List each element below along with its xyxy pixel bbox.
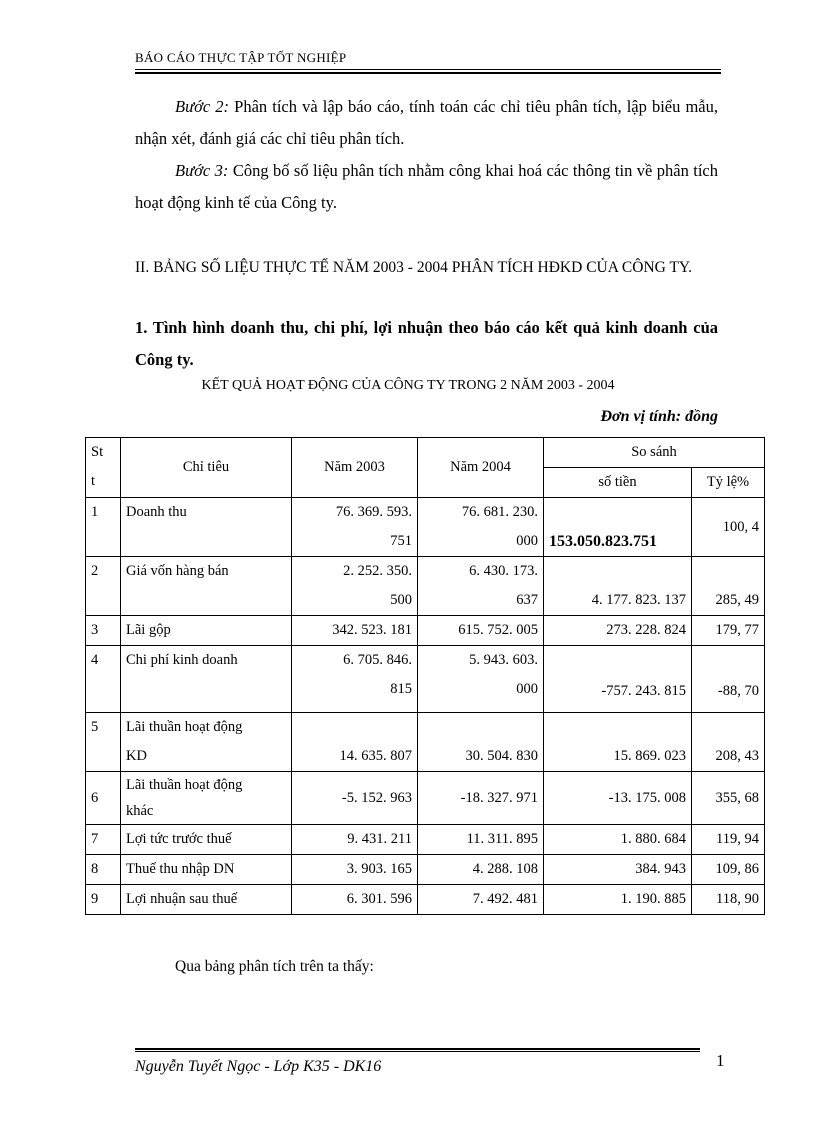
row-2003: [292, 498, 418, 557]
row-2004: 7. 492. 481: [418, 885, 544, 915]
table-row: [86, 713, 765, 772]
header-rule: [135, 69, 721, 74]
row-amount: 1. 880. 684: [544, 825, 692, 855]
results-table: [85, 437, 765, 915]
table-title: KẾT QUẢ HOẠT ĐỘNG CỦA CÔNG TY TRONG 2 NĂM 2003 - 2004: [201, 378, 615, 393]
row-indicator: Giá vốn hàng bán: [121, 557, 292, 616]
row-indicator-line2: khác: [126, 803, 154, 819]
row-indicator: Lãi gộp: [121, 616, 292, 646]
row-ratio: 118, 90: [692, 885, 765, 915]
row-indicator: Doanh thu: [121, 498, 292, 557]
row-2003: 9. 431. 211: [292, 825, 418, 855]
row-2003-part2: 500: [390, 592, 412, 608]
row-amount: 384. 943: [544, 855, 692, 885]
footer-rule: [135, 1048, 700, 1052]
row-2003-part1: 2. 252. 350.: [343, 563, 412, 579]
header-2003: Năm 2003: [292, 438, 418, 498]
header-ratio: Tỷ lệ%: [692, 468, 765, 498]
table-row: [86, 825, 765, 855]
row-ratio: 355, 68: [692, 772, 765, 825]
table-row: [86, 616, 765, 646]
row-2004-part2: 000: [516, 681, 538, 697]
row-stt: 7: [86, 825, 121, 855]
table-row: [86, 885, 765, 915]
row-2004-part2: 637: [516, 592, 538, 608]
step-3-paragraph: [135, 155, 718, 219]
row-stt: 5: [86, 713, 121, 772]
row-indicator: Lợi nhuận sau thuế: [121, 885, 292, 915]
row-2004-part2: 000: [516, 533, 538, 549]
row-indicator: Lợi tức trước thuế: [121, 825, 292, 855]
row-2004: 615. 752. 005: [418, 616, 544, 646]
row-2004-part1: 5. 943. 603.: [469, 652, 538, 668]
row-indicator: [121, 713, 292, 772]
row-2003-part1: 76. 369. 593.: [335, 504, 412, 520]
row-2003: 14. 635. 807: [292, 713, 418, 772]
header-compare: So sánh: [544, 438, 765, 468]
report-header-title: BÁO CÁO THỰC TẬP TỐT NGHIỆP: [135, 50, 347, 65]
row-amount: 153.050.823.751: [544, 498, 692, 557]
row-2003: -5. 152. 963: [292, 772, 418, 825]
row-2004: 30. 504. 830: [418, 713, 544, 772]
conclusion-text: Qua bảng phân tích trên ta thấy:: [175, 958, 374, 975]
row-2003: 6. 301. 596: [292, 885, 418, 915]
row-2003: [292, 557, 418, 616]
row-stt: 2: [86, 557, 121, 616]
row-amount: 1. 190. 885: [544, 885, 692, 915]
row-stt: 3: [86, 616, 121, 646]
subsection-heading: 1. Tình hình doanh thu, chi phí, lợi nhuận theo báo cáo kết quả kinh doanh của Công ty.: [135, 318, 718, 369]
step-3-label: Bước 3:: [175, 161, 229, 180]
step-3-text: Công bố số liệu phân tích nhằm công khai hoá các thông tin về phân tích hoạt động kinh tế của Công ty.: [135, 161, 719, 212]
row-ratio: 119, 94: [692, 825, 765, 855]
row-2004: [418, 498, 544, 557]
header-amount: số tiền: [544, 468, 692, 498]
row-2004: 11. 311. 895: [418, 825, 544, 855]
header-stt: [86, 438, 121, 498]
table-header-row: [86, 438, 765, 468]
row-2003: [292, 646, 418, 713]
row-stt: 9: [86, 885, 121, 915]
row-ratio: 109, 86: [692, 855, 765, 885]
table-row: [86, 498, 765, 557]
row-2003: 342. 523. 181: [292, 616, 418, 646]
row-2004: [418, 646, 544, 713]
row-indicator: Chi phí kinh doanh: [121, 646, 292, 713]
row-2003-part2: 815: [390, 681, 412, 697]
row-2003-part1: 6. 705. 846.: [343, 652, 412, 668]
row-amount: -757. 243. 815: [544, 646, 692, 713]
row-indicator: [121, 772, 292, 825]
page-header: [135, 50, 721, 74]
row-ratio: 285, 49: [692, 557, 765, 616]
row-stt: 1: [86, 498, 121, 557]
row-stt: 4: [86, 646, 121, 713]
row-2004: -18. 327. 971: [418, 772, 544, 825]
header-2004: Năm 2004: [418, 438, 544, 498]
table-row: [86, 557, 765, 616]
row-2004: 4. 288. 108: [418, 855, 544, 885]
row-stt: 6: [86, 772, 121, 825]
row-ratio: 208, 43: [692, 713, 765, 772]
row-amount: 273. 228. 824: [544, 616, 692, 646]
row-amount: 4. 177. 823. 137: [544, 557, 692, 616]
footer-rule-wrap: [135, 1048, 700, 1052]
row-indicator-line1: Lãi thuần hoạt động: [126, 777, 243, 793]
step-2-paragraph: [135, 91, 718, 155]
unit-label: Đơn vị tính: đồng: [600, 408, 718, 425]
row-indicator-line2: KD: [126, 748, 147, 764]
page-number: 1: [716, 1051, 725, 1070]
header-indicator: Chỉ tiêu: [121, 438, 292, 498]
row-2003: 3. 903. 165: [292, 855, 418, 885]
row-amount: 15. 869. 023: [544, 713, 692, 772]
row-indicator-line1: Lãi thuần hoạt động: [126, 719, 243, 735]
table-row: [86, 646, 765, 713]
row-2004: [418, 557, 544, 616]
footer-author: Nguyễn Tuyết Ngọc - Lớp K35 - DK16: [135, 1058, 382, 1075]
row-indicator: Thuế thu nhập DN: [121, 855, 292, 885]
row-2004-part1: 6. 430. 173.: [469, 563, 538, 579]
header-stt-line2: t: [91, 473, 96, 489]
header-stt-line1: St: [91, 444, 104, 460]
row-ratio: 179, 77: [692, 616, 765, 646]
row-stt: 8: [86, 855, 121, 885]
row-amount: -13. 175. 008: [544, 772, 692, 825]
row-2003-part2: 751: [390, 533, 412, 549]
step-2-text: Phân tích và lập báo cáo, tính toán các chỉ tiêu phân tích, lập biểu mẫu, nhận xét, đánh giá các chỉ tiêu phân tích.: [135, 97, 718, 148]
step-2-label: Bước 2:: [175, 97, 230, 116]
row-ratio: -88, 70: [692, 646, 765, 713]
section-heading: II. BẢNG SỐ LIỆU THỰC TẾ NĂM 2003 - 2004 PHÂN TÍCH HĐKD CỦA CÔNG TY.: [135, 259, 692, 276]
table-row: [86, 855, 765, 885]
row-2004-part1: 76. 681. 230.: [461, 504, 538, 520]
table-row: [86, 772, 765, 825]
row-ratio: 100, 4: [692, 498, 765, 557]
